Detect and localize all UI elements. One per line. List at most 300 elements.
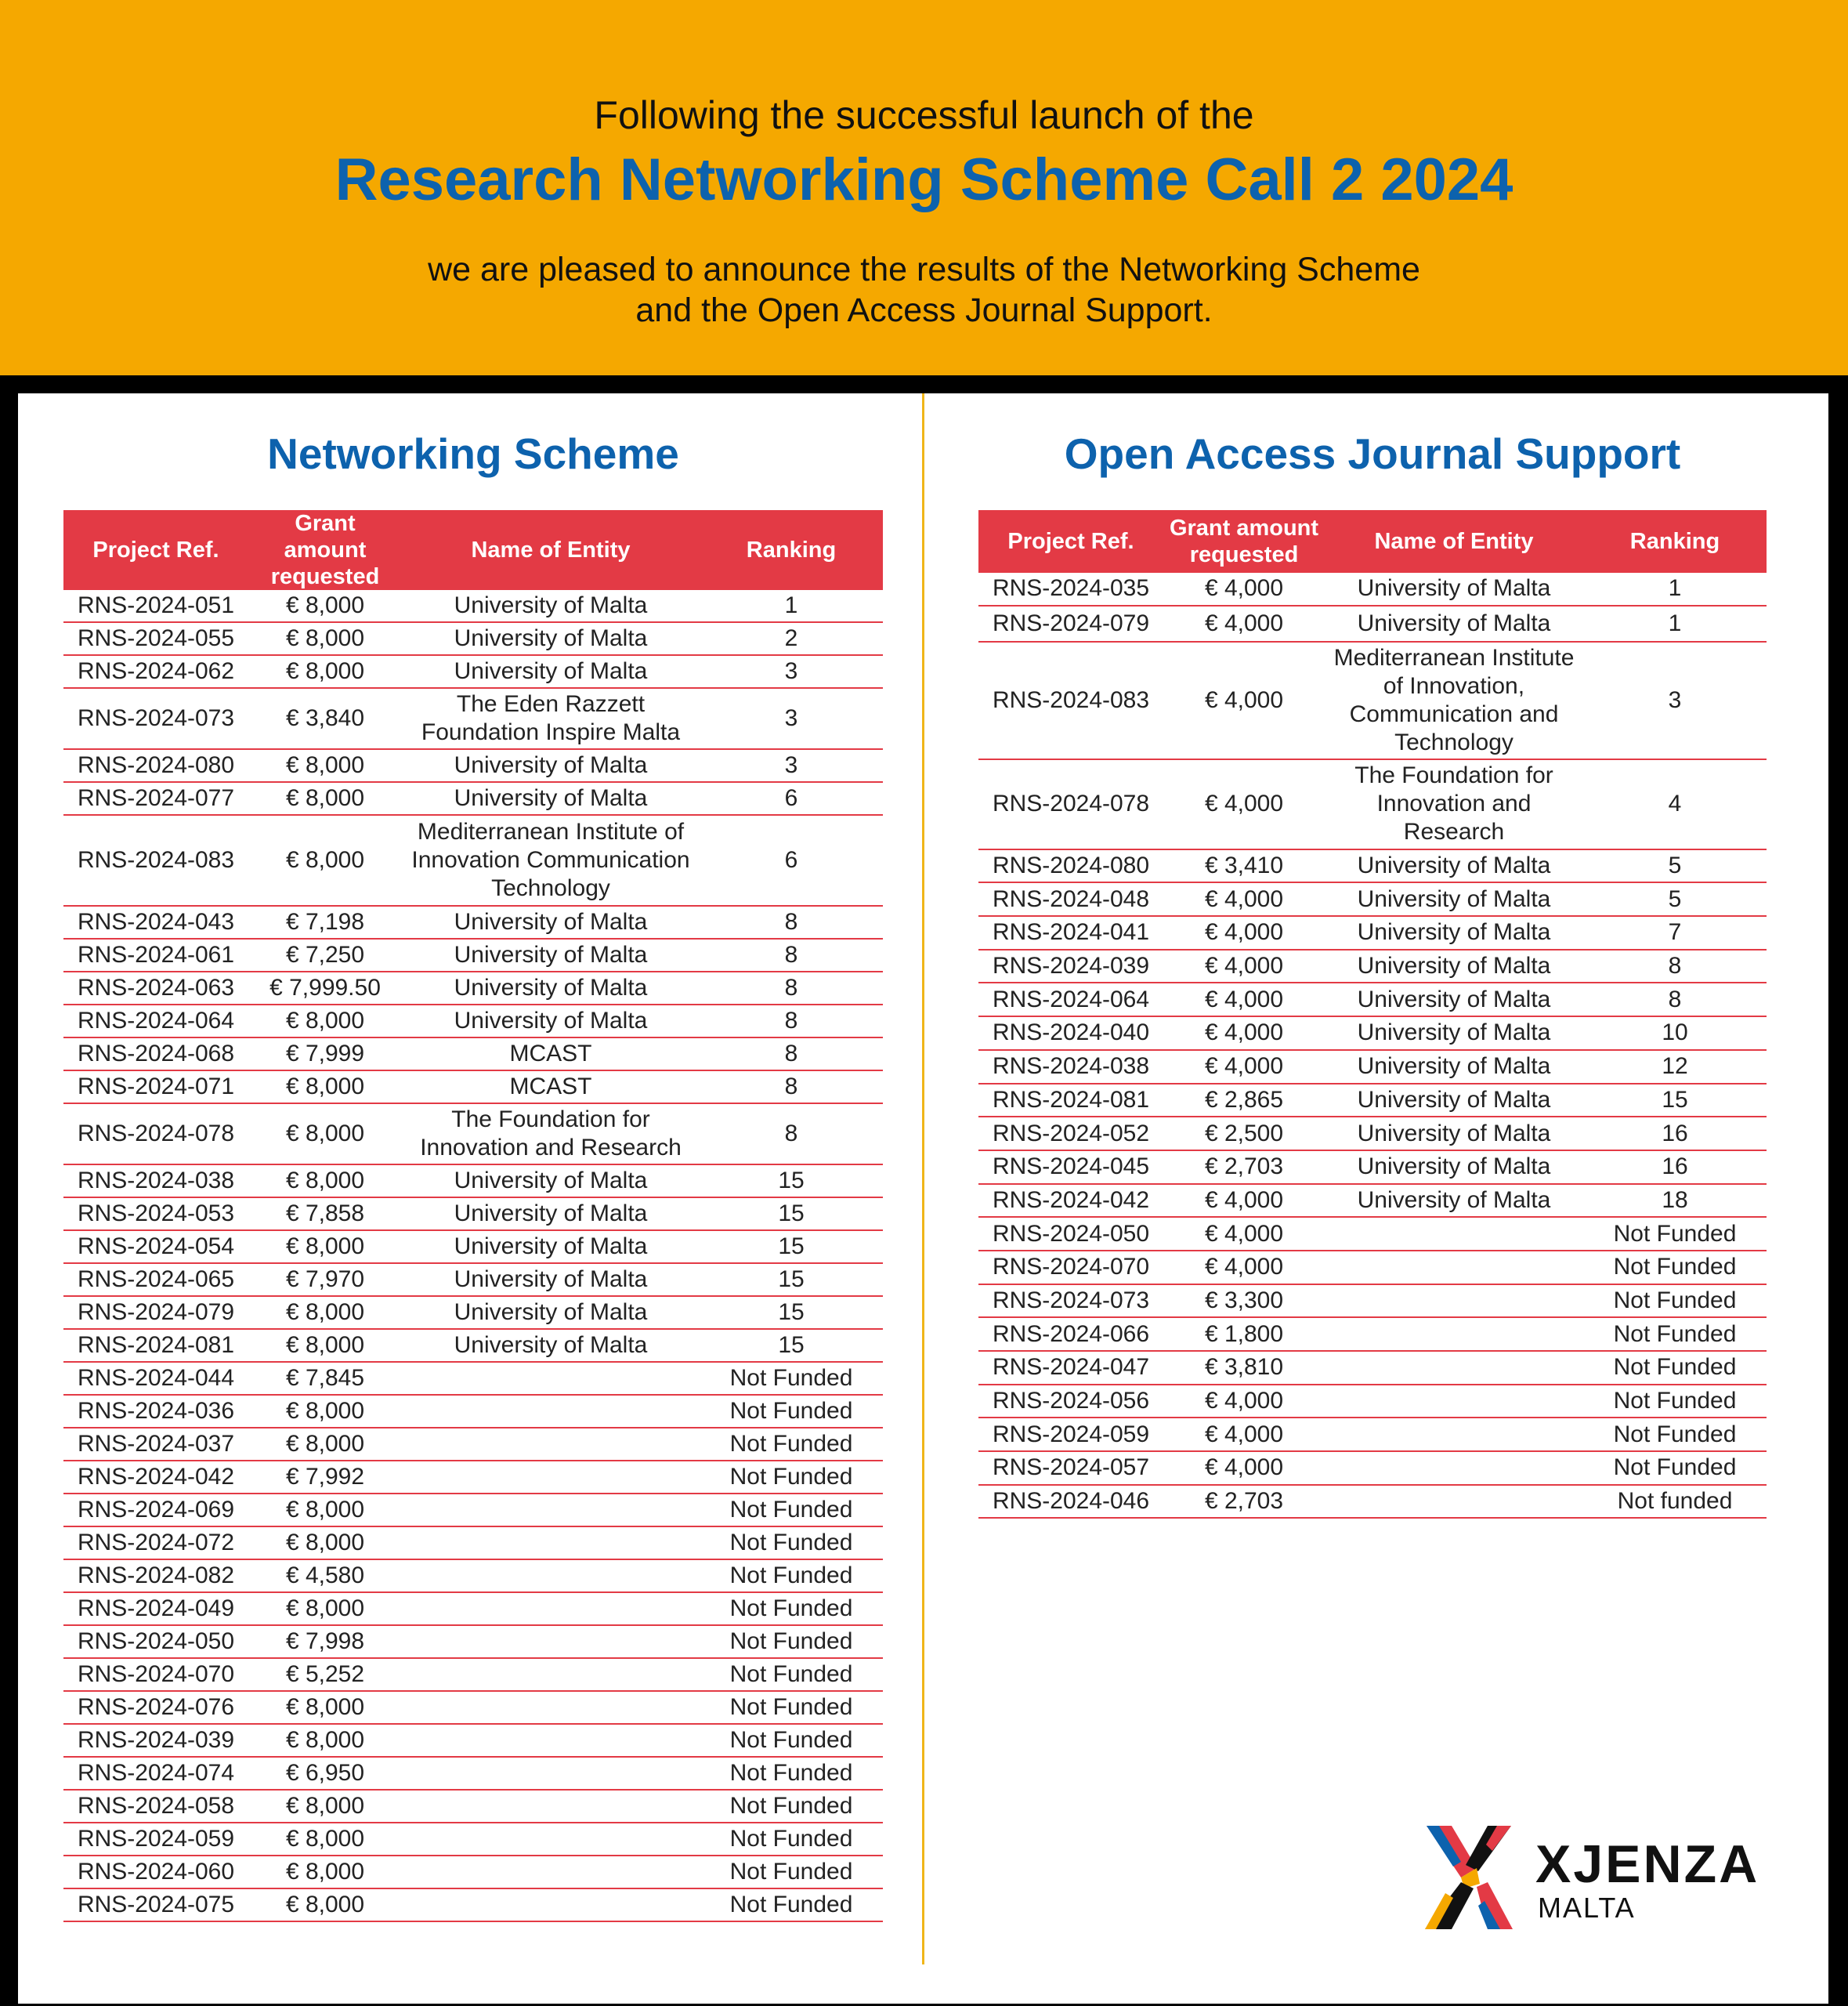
table-row — [63, 1888, 883, 1921]
cell-grant-amount: € 8,000 — [248, 1164, 402, 1197]
cell-project-ref: RNS-2024-035 — [978, 573, 1163, 606]
cell-entity: University of Malta — [1325, 1150, 1583, 1184]
table-row — [978, 1217, 1767, 1251]
cell-entity — [1325, 1217, 1583, 1251]
table-row — [63, 1757, 883, 1790]
results-panel — [18, 393, 1828, 2004]
cell-project-ref: RNS-2024-071 — [63, 1070, 248, 1103]
cell-grant-amount: € 8,000 — [248, 1823, 402, 1856]
cell-entity: Mediterranean Institute of Innovation, Communication and Technology — [1325, 642, 1583, 759]
cell-ranking: 3 — [700, 688, 883, 749]
cell-entity — [402, 1395, 700, 1428]
table-row — [63, 1559, 883, 1592]
table-row — [63, 590, 883, 622]
cell-project-ref: RNS-2024-076 — [63, 1691, 248, 1724]
cell-grant-amount: € 6,950 — [248, 1757, 402, 1790]
cell-ranking: Not Funded — [700, 1592, 883, 1625]
cell-project-ref: RNS-2024-068 — [63, 1037, 248, 1070]
cell-grant-amount: € 4,000 — [1163, 1385, 1325, 1418]
cell-ranking: Not Funded — [700, 1856, 883, 1888]
cell-ranking: 6 — [700, 815, 883, 906]
cell-ranking: Not Funded — [1583, 1217, 1767, 1251]
cell-entity — [1325, 1451, 1583, 1485]
cell-grant-amount: € 1,800 — [1163, 1317, 1325, 1351]
cell-project-ref: RNS-2024-047 — [978, 1351, 1163, 1385]
cell-grant-amount: € 7,970 — [248, 1263, 402, 1296]
cell-grant-amount: € 8,000 — [248, 1790, 402, 1823]
cell-project-ref: RNS-2024-038 — [978, 1050, 1163, 1084]
table-row — [63, 688, 883, 749]
table-row — [63, 1625, 883, 1658]
cell-grant-amount: € 8,000 — [248, 1070, 402, 1103]
cell-project-ref: RNS-2024-053 — [63, 1197, 248, 1230]
cell-grant-amount: € 3,810 — [1163, 1351, 1325, 1385]
cell-ranking: 8 — [700, 1070, 883, 1103]
cell-entity — [402, 1625, 700, 1658]
cell-entity — [402, 1691, 700, 1724]
table-row — [63, 1724, 883, 1757]
cell-ranking: 16 — [1583, 1117, 1767, 1150]
cell-entity: The Eden Razzett Foundation Inspire Malta — [402, 688, 700, 749]
cell-entity: The Foundation for Innovation and Research — [1325, 759, 1583, 849]
networking-scheme-table — [63, 510, 883, 1922]
cell-project-ref: RNS-2024-079 — [63, 1296, 248, 1329]
cell-project-ref: RNS-2024-075 — [63, 1888, 248, 1921]
cell-entity: University of Malta — [402, 590, 700, 622]
cell-grant-amount: € 8,000 — [248, 655, 402, 688]
cell-entity — [1325, 1385, 1583, 1418]
cell-entity: University of Malta — [402, 1230, 700, 1263]
cell-ranking: Not Funded — [700, 1395, 883, 1428]
cell-grant-amount: € 3,410 — [1163, 849, 1325, 883]
cell-entity: University of Malta — [1325, 1016, 1583, 1050]
table-row — [63, 1230, 883, 1263]
logo-brand-text: XJENZA — [1535, 1834, 1760, 1894]
table-row — [978, 1050, 1767, 1084]
cell-entity: University of Malta — [1325, 606, 1583, 642]
cell-project-ref: RNS-2024-039 — [63, 1724, 248, 1757]
logo-sub-text: MALTA — [1538, 1892, 1636, 1924]
cell-project-ref: RNS-2024-044 — [63, 1362, 248, 1395]
header-project-ref: Project Ref. — [63, 510, 248, 590]
xjenza-mark-icon — [1422, 1823, 1516, 1932]
cell-ranking: 12 — [1583, 1050, 1767, 1084]
cell-ranking: 15 — [700, 1197, 883, 1230]
cell-grant-amount: € 4,000 — [1163, 882, 1325, 916]
cell-entity: MCAST — [402, 1037, 700, 1070]
cell-project-ref: RNS-2024-036 — [63, 1395, 248, 1428]
table-row — [63, 1526, 883, 1559]
cell-entity — [402, 1494, 700, 1526]
table-row — [978, 1251, 1767, 1284]
cell-entity: University of Malta — [402, 906, 700, 939]
cell-grant-amount: € 2,703 — [1163, 1150, 1325, 1184]
header-entity: Name of Entity — [1325, 510, 1583, 573]
cell-project-ref: RNS-2024-064 — [63, 1005, 248, 1037]
cell-entity — [1325, 1485, 1583, 1519]
cell-grant-amount: € 8,000 — [248, 749, 402, 782]
cell-project-ref: RNS-2024-083 — [63, 815, 248, 906]
table-header-row — [63, 510, 883, 590]
table-row — [63, 1296, 883, 1329]
cell-grant-amount: € 4,000 — [1163, 1184, 1325, 1218]
table-row — [63, 622, 883, 655]
cell-entity — [1325, 1284, 1583, 1318]
cell-project-ref: RNS-2024-043 — [63, 906, 248, 939]
cell-grant-amount: € 3,840 — [248, 688, 402, 749]
cell-ranking: Not Funded — [1583, 1451, 1767, 1485]
cell-ranking: 15 — [700, 1329, 883, 1362]
cell-entity: University of Malta — [402, 622, 700, 655]
cell-ranking: 8 — [700, 906, 883, 939]
cell-entity — [1325, 1251, 1583, 1284]
cell-entity: University of Malta — [1325, 950, 1583, 983]
cell-entity: MCAST — [402, 1070, 700, 1103]
cell-grant-amount: € 8,000 — [248, 1494, 402, 1526]
cell-grant-amount: € 8,000 — [248, 1888, 402, 1921]
cell-grant-amount: € 4,000 — [1163, 1451, 1325, 1485]
cell-project-ref: RNS-2024-081 — [63, 1329, 248, 1362]
header-grant-amount: Grant amount requested — [1163, 510, 1325, 573]
table-row — [978, 916, 1767, 950]
cell-entity: University of Malta — [402, 1263, 700, 1296]
table-row — [63, 1823, 883, 1856]
header-ranking: Ranking — [700, 510, 883, 590]
cell-entity: University of Malta — [1325, 573, 1583, 606]
cell-ranking: 5 — [1583, 849, 1767, 883]
cell-project-ref: RNS-2024-065 — [63, 1263, 248, 1296]
cell-entity: University of Malta — [402, 782, 700, 815]
open-access-title: Open Access Journal Support — [1064, 429, 1681, 478]
cell-project-ref: RNS-2024-073 — [63, 688, 248, 749]
cell-project-ref: RNS-2024-039 — [978, 950, 1163, 983]
cell-ranking: 1 — [1583, 573, 1767, 606]
cell-ranking: 5 — [1583, 882, 1767, 916]
cell-project-ref: RNS-2024-055 — [63, 622, 248, 655]
cell-entity: University of Malta — [1325, 1184, 1583, 1218]
cell-project-ref: RNS-2024-083 — [978, 642, 1163, 759]
table-header-row — [978, 510, 1767, 573]
cell-grant-amount: € 7,999.50 — [248, 972, 402, 1005]
table-row — [63, 782, 883, 815]
table-row — [63, 906, 883, 939]
cell-entity: University of Malta — [1325, 1050, 1583, 1084]
cell-ranking: Not Funded — [1583, 1418, 1767, 1451]
cell-entity — [402, 1592, 700, 1625]
cell-project-ref: RNS-2024-072 — [63, 1526, 248, 1559]
cell-ranking: Not Funded — [700, 1428, 883, 1461]
table-row — [63, 972, 883, 1005]
cell-ranking: 8 — [700, 939, 883, 972]
cell-ranking: 3 — [1583, 642, 1767, 759]
cell-ranking: Not Funded — [1583, 1351, 1767, 1385]
table-row — [978, 1016, 1767, 1050]
cell-ranking: 8 — [700, 972, 883, 1005]
cell-project-ref: RNS-2024-070 — [978, 1251, 1163, 1284]
cell-entity: University of Malta — [402, 1164, 700, 1197]
cell-entity: University of Malta — [1325, 983, 1583, 1016]
cell-ranking: 7 — [1583, 916, 1767, 950]
cell-grant-amount: € 3,300 — [1163, 1284, 1325, 1318]
cell-project-ref: RNS-2024-080 — [63, 749, 248, 782]
cell-entity: University of Malta — [1325, 916, 1583, 950]
cell-ranking: Not Funded — [700, 1494, 883, 1526]
open-access-table — [978, 510, 1767, 1519]
cell-project-ref: RNS-2024-040 — [978, 1016, 1163, 1050]
cell-grant-amount: € 2,865 — [1163, 1084, 1325, 1117]
table-row — [978, 1117, 1767, 1150]
cell-project-ref: RNS-2024-058 — [63, 1790, 248, 1823]
column-divider — [922, 393, 924, 1964]
cell-grant-amount: € 4,580 — [248, 1559, 402, 1592]
cell-grant-amount: € 4,000 — [1163, 983, 1325, 1016]
cell-project-ref: RNS-2024-050 — [63, 1625, 248, 1658]
table-row — [63, 1103, 883, 1164]
cell-entity: University of Malta — [1325, 1117, 1583, 1150]
header-ranking: Ranking — [1583, 510, 1767, 573]
cell-entity — [402, 1559, 700, 1592]
cell-project-ref: RNS-2024-060 — [63, 1856, 248, 1888]
cell-project-ref: RNS-2024-070 — [63, 1658, 248, 1691]
cell-ranking: Not Funded — [700, 1559, 883, 1592]
table-row — [978, 1485, 1767, 1519]
cell-project-ref: RNS-2024-066 — [978, 1317, 1163, 1351]
cell-grant-amount: € 8,000 — [248, 1329, 402, 1362]
cell-ranking: 15 — [700, 1263, 883, 1296]
cell-grant-amount: € 4,000 — [1163, 1217, 1325, 1251]
cell-ranking: 8 — [700, 1005, 883, 1037]
cell-ranking: 15 — [700, 1230, 883, 1263]
cell-grant-amount: € 8,000 — [248, 1526, 402, 1559]
cell-grant-amount: € 8,000 — [248, 1296, 402, 1329]
cell-ranking: Not Funded — [700, 1790, 883, 1823]
cell-grant-amount: € 4,000 — [1163, 573, 1325, 606]
cell-project-ref: RNS-2024-064 — [978, 983, 1163, 1016]
table-row — [63, 1037, 883, 1070]
cell-ranking: Not Funded — [700, 1625, 883, 1658]
cell-project-ref: RNS-2024-061 — [63, 939, 248, 972]
table-row — [978, 1451, 1767, 1485]
header-project-ref: Project Ref. — [978, 510, 1163, 573]
table-row — [63, 1329, 883, 1362]
table-row — [63, 1428, 883, 1461]
cell-project-ref: RNS-2024-051 — [63, 590, 248, 622]
table-row — [63, 1691, 883, 1724]
table-row — [63, 1658, 883, 1691]
banner-intro: Following the successful launch of the — [594, 93, 1254, 137]
cell-project-ref: RNS-2024-050 — [978, 1217, 1163, 1251]
table-row — [63, 1362, 883, 1395]
cell-grant-amount: € 4,000 — [1163, 950, 1325, 983]
cell-project-ref: RNS-2024-037 — [63, 1428, 248, 1461]
table-row — [978, 759, 1767, 849]
cell-project-ref: RNS-2024-045 — [978, 1150, 1163, 1184]
cell-project-ref: RNS-2024-081 — [978, 1084, 1163, 1117]
cell-ranking: 18 — [1583, 1184, 1767, 1218]
table-row — [63, 1070, 883, 1103]
announce-line-2: and the Open Access Journal Support. — [635, 291, 1213, 329]
cell-ranking: 15 — [1583, 1084, 1767, 1117]
cell-ranking: Not Funded — [700, 1757, 883, 1790]
cell-project-ref: RNS-2024-059 — [63, 1823, 248, 1856]
cell-grant-amount: € 8,000 — [248, 782, 402, 815]
table-row — [978, 983, 1767, 1016]
table-row — [978, 606, 1767, 642]
announcement-banner — [0, 0, 1848, 375]
cell-ranking: Not Funded — [1583, 1284, 1767, 1318]
cell-grant-amount: € 4,000 — [1163, 1050, 1325, 1084]
cell-ranking: Not Funded — [1583, 1251, 1767, 1284]
table-row — [63, 815, 883, 906]
cell-grant-amount: € 4,000 — [1163, 606, 1325, 642]
cell-grant-amount: € 8,000 — [248, 1691, 402, 1724]
table-row — [63, 1164, 883, 1197]
cell-grant-amount: € 4,000 — [1163, 1016, 1325, 1050]
cell-project-ref: RNS-2024-080 — [978, 849, 1163, 883]
table-row — [978, 882, 1767, 916]
cell-entity: University of Malta — [402, 1197, 700, 1230]
cell-ranking: Not Funded — [700, 1888, 883, 1921]
cell-ranking: 8 — [700, 1103, 883, 1164]
table-row — [978, 1385, 1767, 1418]
cell-grant-amount: € 2,703 — [1163, 1485, 1325, 1519]
cell-project-ref: RNS-2024-077 — [63, 782, 248, 815]
cell-entity: Mediterranean Institute of Innovation Communication Technology — [402, 815, 700, 906]
cell-project-ref: RNS-2024-052 — [978, 1117, 1163, 1150]
cell-project-ref: RNS-2024-049 — [63, 1592, 248, 1625]
table-row — [978, 849, 1767, 883]
cell-project-ref: RNS-2024-078 — [63, 1103, 248, 1164]
cell-grant-amount: € 8,000 — [248, 1103, 402, 1164]
cell-ranking: Not Funded — [700, 1724, 883, 1757]
cell-entity: University of Malta — [402, 1329, 700, 1362]
table-row — [63, 1592, 883, 1625]
cell-grant-amount: € 4,000 — [1163, 916, 1325, 950]
table-row — [63, 1856, 883, 1888]
cell-ranking: Not funded — [1583, 1485, 1767, 1519]
cell-project-ref: RNS-2024-073 — [978, 1284, 1163, 1318]
cell-grant-amount: € 5,252 — [248, 1658, 402, 1691]
cell-entity: University of Malta — [402, 749, 700, 782]
cell-project-ref: RNS-2024-069 — [63, 1494, 248, 1526]
cell-grant-amount: € 8,000 — [248, 1428, 402, 1461]
cell-project-ref: RNS-2024-054 — [63, 1230, 248, 1263]
table-row — [978, 1084, 1767, 1117]
cell-ranking: Not Funded — [1583, 1385, 1767, 1418]
cell-entity — [1325, 1317, 1583, 1351]
open-access-rows — [978, 573, 1767, 1518]
cell-entity — [402, 1790, 700, 1823]
cell-entity: University of Malta — [402, 972, 700, 1005]
cell-ranking: 15 — [700, 1164, 883, 1197]
networking-scheme-rows — [63, 590, 883, 1921]
cell-entity — [1325, 1351, 1583, 1385]
cell-project-ref: RNS-2024-056 — [978, 1385, 1163, 1418]
cell-project-ref: RNS-2024-042 — [978, 1184, 1163, 1218]
cell-entity — [402, 1461, 700, 1494]
cell-entity: University of Malta — [402, 1005, 700, 1037]
table-row — [63, 1005, 883, 1037]
cell-project-ref: RNS-2024-059 — [978, 1418, 1163, 1451]
table-row — [978, 573, 1767, 606]
table-row — [978, 1351, 1767, 1385]
cell-entity: University of Malta — [402, 655, 700, 688]
cell-grant-amount: € 8,000 — [248, 1230, 402, 1263]
cell-grant-amount: € 7,999 — [248, 1037, 402, 1070]
table-row — [63, 749, 883, 782]
xjenza-logo — [1422, 1823, 1782, 1932]
cell-ranking: 10 — [1583, 1016, 1767, 1050]
cell-ranking: 8 — [1583, 983, 1767, 1016]
table-row — [63, 655, 883, 688]
cell-entity — [402, 1757, 700, 1790]
table-row — [63, 939, 883, 972]
cell-entity — [1325, 1418, 1583, 1451]
cell-project-ref: RNS-2024-082 — [63, 1559, 248, 1592]
cell-grant-amount: € 4,000 — [1163, 759, 1325, 849]
cell-project-ref: RNS-2024-062 — [63, 655, 248, 688]
table-row — [978, 1317, 1767, 1351]
banner-announcement — [0, 249, 1848, 331]
table-row — [978, 1150, 1767, 1184]
cell-ranking: 8 — [700, 1037, 883, 1070]
table-row — [978, 1284, 1767, 1318]
cell-grant-amount: € 8,000 — [248, 815, 402, 906]
cell-ranking: 3 — [700, 655, 883, 688]
cell-ranking: 1 — [700, 590, 883, 622]
cell-project-ref: RNS-2024-057 — [978, 1451, 1163, 1485]
cell-grant-amount: € 7,998 — [248, 1625, 402, 1658]
cell-grant-amount: € 2,500 — [1163, 1117, 1325, 1150]
cell-grant-amount: € 8,000 — [248, 1005, 402, 1037]
cell-project-ref: RNS-2024-041 — [978, 916, 1163, 950]
cell-grant-amount: € 7,250 — [248, 939, 402, 972]
table-row — [63, 1197, 883, 1230]
cell-ranking: 3 — [700, 749, 883, 782]
cell-ranking: Not Funded — [1583, 1317, 1767, 1351]
banner-headline: Research Networking Scheme Call 2 2024 — [335, 147, 1513, 213]
cell-entity — [402, 1658, 700, 1691]
cell-ranking: Not Funded — [700, 1691, 883, 1724]
cell-grant-amount: € 4,000 — [1163, 1251, 1325, 1284]
cell-project-ref: RNS-2024-042 — [63, 1461, 248, 1494]
cell-project-ref: RNS-2024-079 — [978, 606, 1163, 642]
cell-project-ref: RNS-2024-038 — [63, 1164, 248, 1197]
cell-ranking: Not Funded — [700, 1362, 883, 1395]
cell-grant-amount: € 7,845 — [248, 1362, 402, 1395]
cell-entity: University of Malta — [402, 1296, 700, 1329]
cell-grant-amount: € 7,858 — [248, 1197, 402, 1230]
networking-scheme-title: Networking Scheme — [267, 429, 679, 478]
cell-entity: The Foundation for Innovation and Research — [402, 1103, 700, 1164]
cell-entity: University of Malta — [1325, 1084, 1583, 1117]
header-grant-amount: Grant amount requested — [248, 510, 402, 590]
announce-line-1: we are pleased to announce the results of the Networking Scheme — [428, 251, 1420, 288]
cell-entity: University of Malta — [1325, 882, 1583, 916]
table-row — [63, 1263, 883, 1296]
cell-entity — [402, 1888, 700, 1921]
table-row — [63, 1494, 883, 1526]
cell-entity — [402, 1526, 700, 1559]
cell-ranking: 8 — [1583, 950, 1767, 983]
cell-grant-amount: € 8,000 — [248, 1592, 402, 1625]
cell-grant-amount: € 7,992 — [248, 1461, 402, 1494]
cell-grant-amount: € 8,000 — [248, 590, 402, 622]
cell-project-ref: RNS-2024-074 — [63, 1757, 248, 1790]
cell-ranking: 6 — [700, 782, 883, 815]
cell-entity: University of Malta — [1325, 849, 1583, 883]
cell-ranking: Not Funded — [700, 1658, 883, 1691]
